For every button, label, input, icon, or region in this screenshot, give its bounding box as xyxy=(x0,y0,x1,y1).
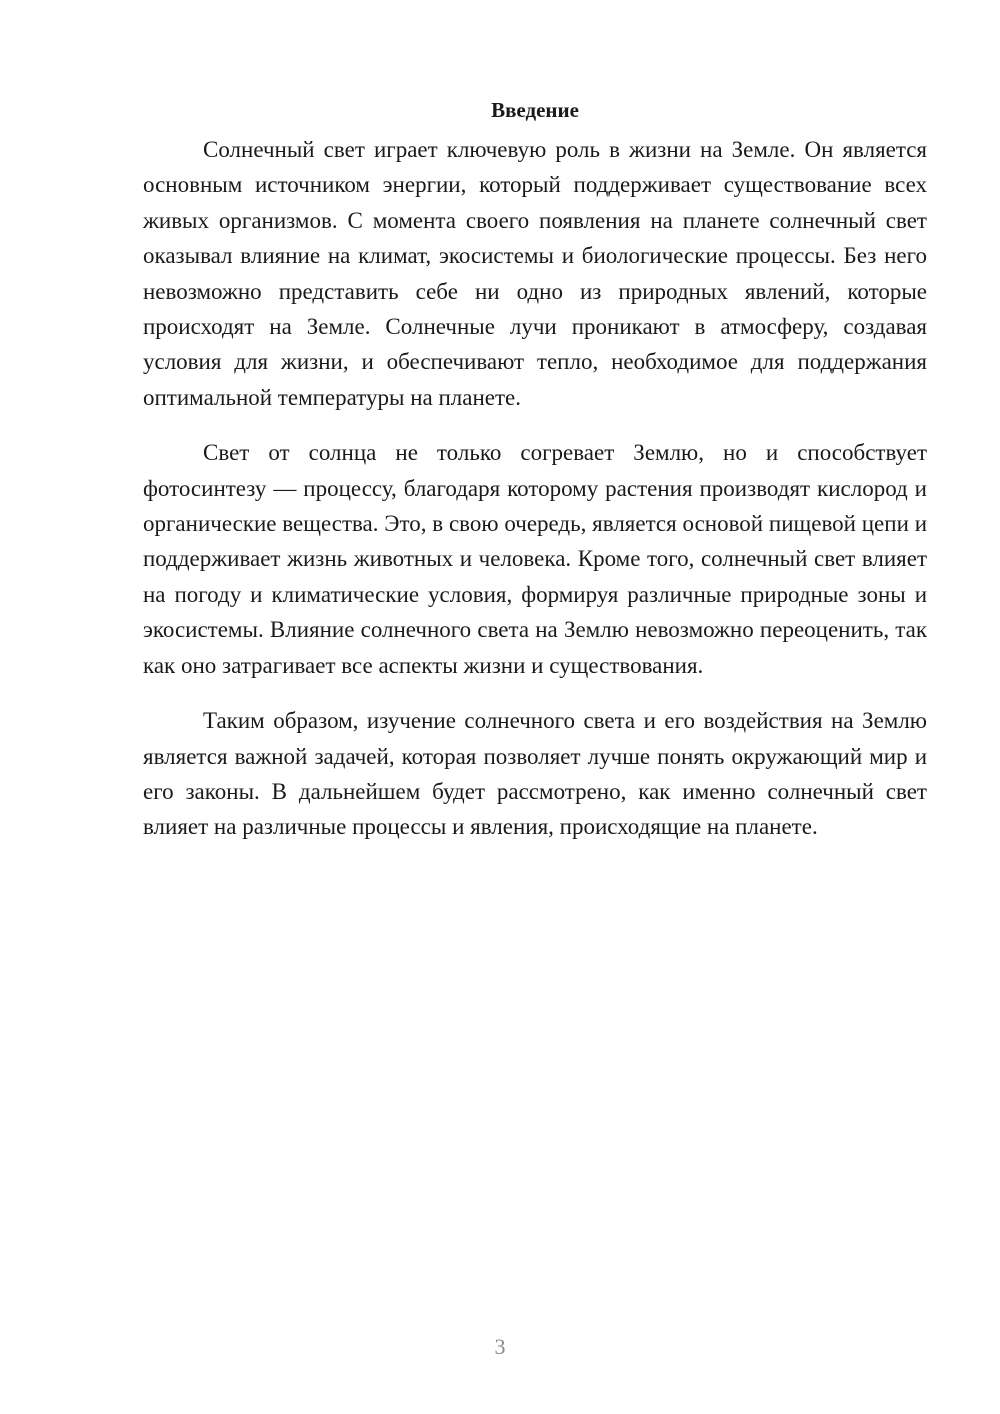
paragraph-3: Таким образом, изучение солнечного света и его воздействия на Землю является важной задачей, которая позволяет лучше понять окружающий мир и его законы. В дальнейшем будет рассмотрено, как именно солнечный свет влияет на различные процессы и явления, происходящие на планете. xyxy=(143,708,927,840)
paragraph-1: Солнечный свет играет ключевую роль в жизни на Земле. Он является основным источником энергии, который поддерживает существование всех живых организмов. С момента своего появления на планете солнечный свет оказывал влияние на климат, экосистемы и биологические процессы. Без него невозможно представить себе ни одно из природных явлений, которые происходят на Земле. Солнечные лучи проникают в атмосферу, создавая условия для жизни, и обеспечивают тепло, необходимое для поддержания оптимальной температуры на планете. xyxy=(143,137,927,410)
section-heading: Введение xyxy=(491,98,579,122)
page-content xyxy=(143,92,927,865)
paragraph-2: Свет от солнца не только согревает Землю, но и способствует фотосинтезу — процессу, благодаря которому растения производят кислород и органические вещества. Это, в свою очередь, является основой пищевой цепи и поддерживает жизнь животных и человека. Кроме того, солнечный свет влияет на погоду и климатические условия, формируя различные природные зоны и экосистемы. Влияние солнечного света на Землю невозможно переоценить, так как оно затрагивает все аспекты жизни и существования. xyxy=(143,440,927,678)
page-number: 3 xyxy=(494,1334,506,1359)
